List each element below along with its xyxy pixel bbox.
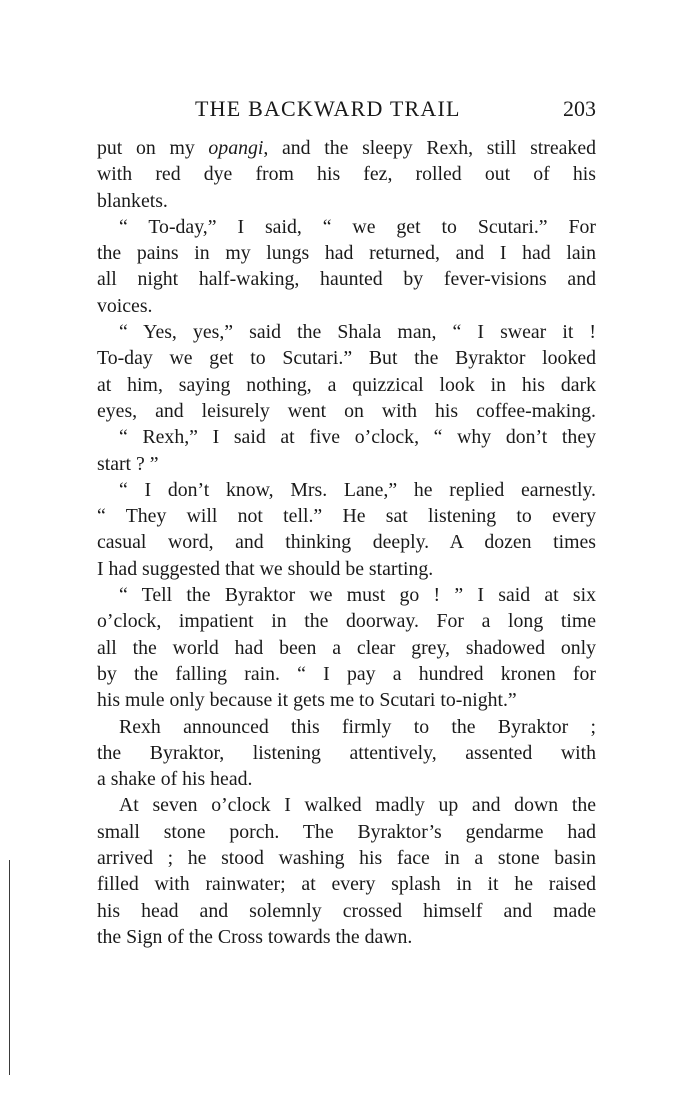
text-line: “ Yes, yes,” said the Shala man, “ I swear it ! bbox=[119, 321, 596, 344]
text-line: a shake of his head. bbox=[97, 768, 253, 791]
text-line: small stone porch. The Byraktor’s gendarme had bbox=[97, 820, 596, 843]
page-number: 203 bbox=[563, 96, 596, 121]
italic-term: opangi bbox=[208, 137, 264, 159]
page-header bbox=[97, 92, 596, 126]
text-line: To-day we get to Scutari.” But the Byraktor looked bbox=[97, 347, 596, 370]
text-line: the Sign of the Cross towards the dawn. bbox=[97, 925, 413, 948]
text-line: At seven o’clock I walked madly up and down the bbox=[119, 794, 596, 817]
text-line: start ? ” bbox=[97, 452, 159, 475]
text-line: eyes, and leisurely went on with his coffee-making. bbox=[97, 399, 596, 422]
text-line: “ They will not tell.” He sat listening to every bbox=[97, 505, 596, 528]
text-line: casual word, and thinking deeply. A dozen times bbox=[97, 531, 596, 554]
binding-edge-line bbox=[9, 860, 10, 1075]
text-line: his head and solemnly crossed himself and made bbox=[97, 899, 596, 922]
text-line: “ Tell the Byraktor we must go ! ” I said at six bbox=[119, 584, 596, 607]
text-line: the Byraktor, listening attentively, assented with bbox=[97, 741, 596, 764]
text-line: voices. bbox=[97, 294, 153, 317]
text-line: o’clock, impatient in the doorway. For a long time bbox=[97, 610, 596, 633]
text-line: “ To-day,” I said, “ we get to Scutari.” For bbox=[119, 215, 596, 238]
body-text bbox=[97, 135, 596, 950]
text-line: Rexh announced this firmly to the Byraktor ; bbox=[119, 715, 596, 738]
text-line: “ I don’t know, Mrs. Lane,” he replied earnestly. bbox=[119, 478, 596, 501]
text-line: his mule only because it gets me to Scutari to-night.” bbox=[97, 689, 517, 712]
text-line: all the world had been a clear grey, shadowed only bbox=[97, 636, 596, 659]
text-line: filled with rainwater; at every splash in it he raised bbox=[97, 873, 596, 896]
text-line: put on my opangi, and the sleepy Rexh, still streaked bbox=[97, 137, 596, 159]
text-line: by the falling rain. “ I pay a hundred kronen for bbox=[97, 662, 596, 685]
text-line: I had suggested that we should be starting. bbox=[97, 557, 434, 580]
text-line: the pains in my lungs had returned, and I had lain bbox=[97, 242, 596, 265]
text-line: arrived ; he stood washing his face in a stone basin bbox=[97, 847, 596, 870]
text-line: blankets. bbox=[97, 189, 168, 212]
running-head: THE BACKWARD TRAIL bbox=[195, 96, 461, 121]
text-line: at him, saying nothing, a quizzical look in his dark bbox=[97, 373, 596, 396]
text-line: with red dye from his fez, rolled out of his bbox=[97, 163, 596, 186]
text-line: “ Rexh,” I said at five o’clock, “ why don’t they bbox=[119, 426, 596, 449]
text-line: all night half-waking, haunted by fever-visions and bbox=[97, 268, 596, 291]
